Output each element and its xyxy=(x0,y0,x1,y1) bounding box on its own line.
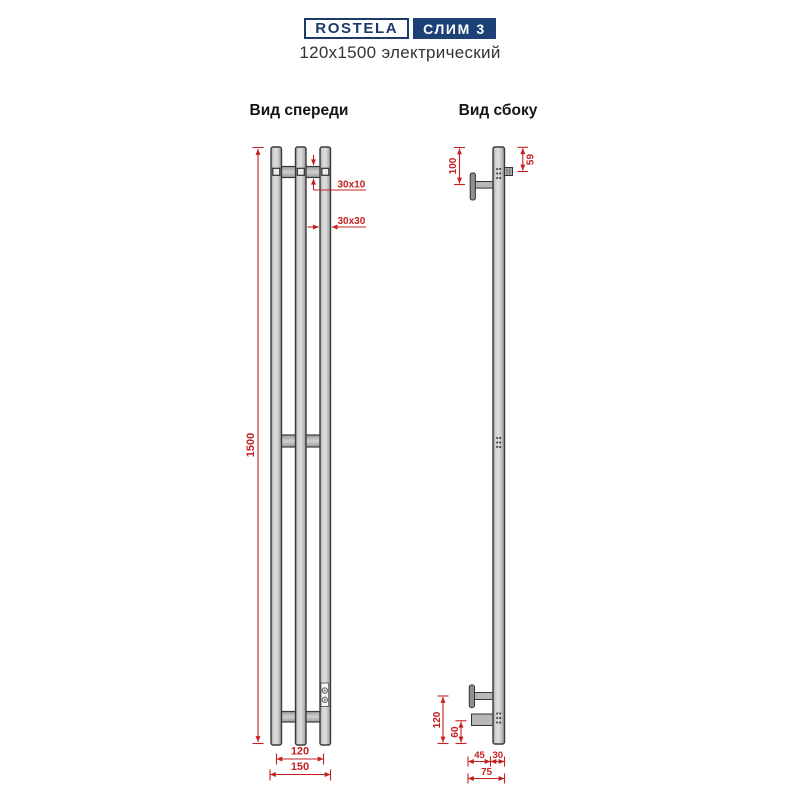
front-bar-left xyxy=(271,147,282,745)
dim-depth-split xyxy=(468,750,505,767)
dim-overall-width xyxy=(270,761,331,781)
side-bar xyxy=(493,147,505,744)
svg-text:100: 100 xyxy=(448,157,459,175)
heater-housing xyxy=(472,714,494,726)
svg-text:120: 120 xyxy=(432,711,443,729)
svg-text:30: 30 xyxy=(492,749,504,761)
fastener-square-middle xyxy=(297,168,304,175)
model-text: СЛИМ 3 xyxy=(423,20,486,37)
front-bar-middle xyxy=(296,147,307,745)
dim-overall-depth xyxy=(468,767,505,784)
svg-text:30x10: 30x10 xyxy=(337,179,366,191)
svg-text:120: 120 xyxy=(290,745,310,758)
brand-text: ROSTELA xyxy=(315,20,399,37)
fastener-square-right xyxy=(322,168,329,175)
svg-text:60: 60 xyxy=(450,726,461,738)
dim-front-height xyxy=(245,148,264,744)
dim-profile-section xyxy=(308,216,367,227)
switch-knob xyxy=(505,168,513,176)
svg-text:1500: 1500 xyxy=(244,432,257,458)
bottom-wall-bracket xyxy=(469,685,493,708)
svg-text:45: 45 xyxy=(474,749,485,761)
dim-top-to-bracket xyxy=(448,148,465,185)
top-wall-bracket xyxy=(470,173,493,200)
svg-text:59: 59 xyxy=(525,153,537,166)
product-subtitle: 120x1500 электрический xyxy=(299,43,501,62)
front-view-title: Вид спереди xyxy=(249,102,349,119)
control-panel xyxy=(321,683,329,707)
dim-top-to-switch xyxy=(518,147,537,171)
dim-bracket-to-bottom xyxy=(432,696,449,744)
svg-text:150: 150 xyxy=(290,761,310,773)
dim-heater-to-bottom xyxy=(450,721,467,744)
fastener-square-left xyxy=(273,168,280,175)
side-view-title: Вид сбоку xyxy=(458,102,538,119)
front-bar-right xyxy=(320,147,331,745)
svg-text:75: 75 xyxy=(480,766,493,778)
svg-text:30x30: 30x30 xyxy=(337,216,366,227)
side-view xyxy=(469,147,512,744)
front-view xyxy=(271,147,331,745)
